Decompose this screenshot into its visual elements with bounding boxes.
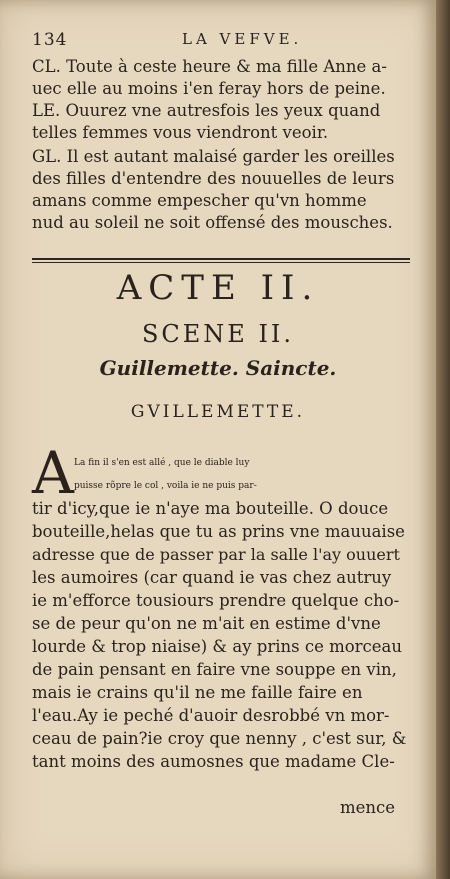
body-line: les aumoires (car quand ie vas chez autruy xyxy=(32,568,392,587)
body-line: se de peur qu'on ne m'ait en estime d'vne xyxy=(32,614,381,633)
body-line: de pain pensant en faire vne souppe en vin, xyxy=(32,660,397,679)
body-line: lourde & trop niaise) & ay prins ce morceau xyxy=(32,637,403,656)
body-line: ie m'efforce tousiours prendre quelque cho- xyxy=(32,591,400,610)
speaker-name: GVILLEMETTE. xyxy=(130,402,306,422)
section-divider xyxy=(32,258,410,260)
body-line: tant moins des aumosnes que madame Cle- xyxy=(32,752,395,771)
dialogue-line: des filles d'entendre des nouuelles de leurs xyxy=(32,169,395,188)
act-title: ACTE II. xyxy=(116,268,320,308)
dialogue-line: GL. Il est autant malaisé garder les oreilles xyxy=(32,147,395,166)
section-divider xyxy=(32,262,410,263)
body-line: bouteille,helas que tu as prins vne mauuaise xyxy=(32,522,405,541)
character-list: Guillemette. Saincte. xyxy=(99,356,337,380)
body-line: adresse que de passer par la salle l'ay ouuert xyxy=(32,545,400,564)
dialogue-line: CL. Toute à ceste heure & ma fille Anne a- xyxy=(32,57,387,76)
dialogue-line: uec elle au moins i'en feray hors de peine. xyxy=(32,79,386,98)
dialogue-line: telles femmes vous viendront veoir. xyxy=(32,123,329,142)
body-line: l'eau.Ay ie peché d'auoir desrobbé vn mor- xyxy=(32,706,390,725)
book-gutter xyxy=(436,0,450,879)
body-line: puisse rõpre le col , voila ie ne puis par- xyxy=(74,481,257,491)
dialogue-line: nud au soleil ne soit offensé des mousches. xyxy=(32,213,393,232)
running-title: LA VEFVE. xyxy=(182,30,303,48)
running-header xyxy=(32,30,408,52)
dialogue-line: amans comme empescher qu'vn homme xyxy=(32,191,367,210)
page-number: 134 xyxy=(32,30,68,50)
body-line: mais ie crains qu'il ne me faille faire en xyxy=(32,683,363,702)
drop-cap: A xyxy=(32,439,74,507)
body-line: ceau de pain?ie croy que nenny , c'est sur, & xyxy=(32,729,407,748)
body-line: La fin il s'en est allé , que le diable luy xyxy=(74,458,250,468)
scene-title: SCENE II. xyxy=(141,320,295,348)
body-line: tir d'icy,que ie n'aye ma bouteille. O douce xyxy=(32,499,389,518)
dialogue-line: LE. Ouurez vne autresfois les yeux quand xyxy=(32,101,381,120)
catchword: mence xyxy=(340,798,396,817)
